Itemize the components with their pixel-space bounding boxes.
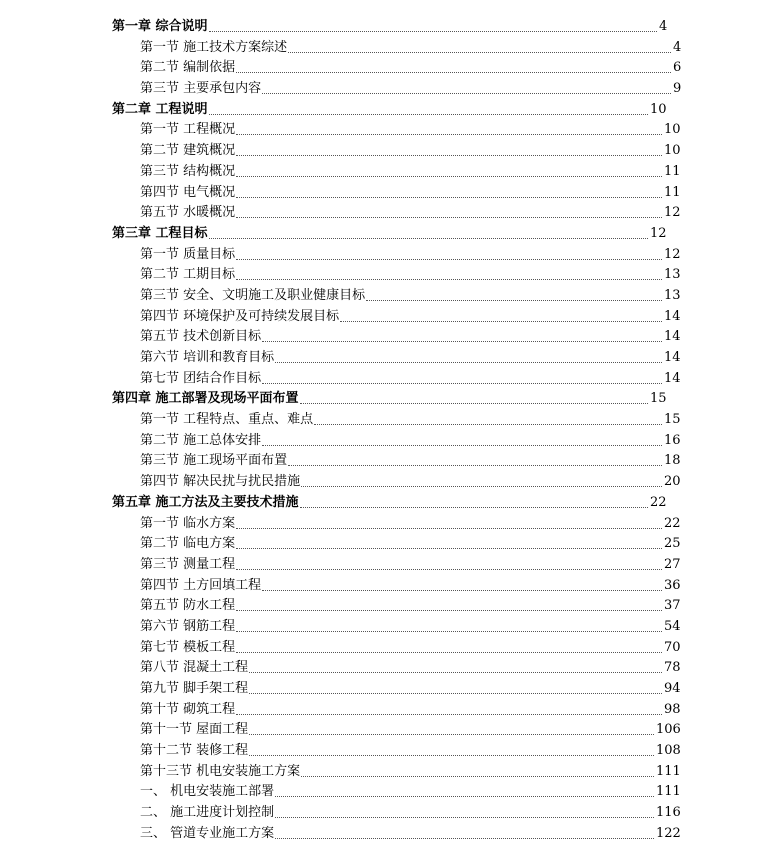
toc-entry-title: 三、 管道专业施工方案: [140, 825, 275, 841]
dot-leader: [275, 824, 654, 839]
toc-page-number: 122: [656, 825, 681, 841]
toc-entry-title: 第三节 测量工程: [140, 556, 236, 572]
toc-page-number: 15: [650, 391, 667, 407]
toc-entry-title: 第四节 解决民扰与扰民措施: [140, 474, 301, 490]
toc-page-number: 70: [664, 639, 681, 655]
toc-page-number: 13: [664, 287, 681, 303]
dot-leader: [236, 514, 662, 529]
toc-page-number: 18: [664, 453, 681, 469]
toc-entry-title: 第七节 团结合作目标: [140, 370, 262, 386]
toc-section-entry[interactable]: [0, 679, 780, 700]
toc-page-number: 14: [664, 350, 681, 365]
toc-entry-title: 第十二节 装修工程: [140, 743, 249, 759]
toc-chapter-entry[interactable]: [0, 389, 780, 410]
dot-leader: [236, 265, 662, 280]
toc-page-number: 78: [664, 660, 681, 676]
dot-leader: [236, 555, 662, 570]
toc-entry-title: 第五章 施工方法及主要技术措施: [112, 494, 299, 510]
toc-section-entry[interactable]: [0, 576, 780, 597]
toc-entry-title: 第六节 钢筋工程: [140, 618, 236, 634]
toc-section-entry[interactable]: [0, 658, 780, 679]
toc-section-entry[interactable]: [0, 265, 780, 286]
toc-page-number: 36: [664, 577, 681, 593]
toc-section-entry[interactable]: [0, 803, 780, 824]
toc-entry-title: 第二节 建筑概况: [140, 143, 236, 159]
dot-leader: [300, 389, 648, 404]
toc-section-entry[interactable]: [0, 700, 780, 721]
toc-entry-title: 第一节 工程特点、重点、难点: [140, 412, 314, 428]
toc-section-entry[interactable]: [0, 638, 780, 659]
toc-chapter-entry[interactable]: [0, 100, 780, 121]
dot-leader: [314, 410, 662, 425]
toc-chapter-entry[interactable]: [0, 224, 780, 245]
dot-leader: [236, 58, 671, 73]
dot-leader: [301, 762, 654, 777]
toc-page-number: 14: [664, 329, 681, 345]
toc-page-number: 11: [664, 163, 681, 179]
dot-leader: [249, 720, 654, 735]
toc-page-number: 10: [664, 122, 681, 138]
toc-page-number: 27: [664, 556, 681, 572]
toc-section-entry[interactable]: [0, 534, 780, 555]
toc-page-number: 10: [664, 143, 681, 159]
dot-leader: [209, 100, 648, 115]
toc-entry-title: 第二节 工期目标: [140, 267, 236, 283]
toc-section-entry[interactable]: [0, 79, 780, 100]
toc-section-entry[interactable]: [0, 720, 780, 741]
toc-entry-title: 第二章 工程说明: [112, 101, 208, 117]
toc-entry-title: 一、 机电安装施工部署: [140, 784, 275, 800]
toc-section-entry[interactable]: [0, 762, 780, 783]
toc-section-entry[interactable]: [0, 58, 780, 79]
toc-page-number: 108: [656, 743, 681, 759]
toc-section-entry[interactable]: [0, 431, 780, 452]
toc-entry-title: 第五节 技术创新目标: [140, 329, 262, 345]
toc-entry-title: 第十节 砌筑工程: [140, 701, 236, 717]
toc-section-entry[interactable]: [0, 183, 780, 204]
toc-section-entry[interactable]: [0, 120, 780, 141]
toc-page-number: 20: [664, 474, 681, 490]
toc-page-number: 111: [656, 784, 681, 800]
toc-entry-title: 第五节 防水工程: [140, 598, 236, 614]
toc-section-entry[interactable]: [0, 327, 780, 348]
toc-entry-title: 第一节 工程概况: [140, 122, 236, 138]
dot-leader: [209, 17, 657, 32]
toc-section-entry[interactable]: [0, 617, 780, 638]
toc-entry-title: 第九节 脚手架工程: [140, 681, 249, 696]
toc-entry-title: 第三节 安全、文明施工及职业健康目标: [140, 287, 366, 303]
toc-page-number: 25: [664, 536, 681, 552]
dot-leader: [236, 638, 662, 653]
dot-leader: [236, 617, 662, 632]
toc-page-number: 14: [664, 308, 681, 324]
toc-page-number: 12: [650, 225, 667, 241]
toc-page-number: 12: [664, 205, 681, 221]
dot-leader: [288, 451, 662, 466]
toc-page-number: 10: [650, 101, 667, 117]
toc-entry-title: 第三节 主要承包内容: [140, 81, 262, 97]
dot-leader: [301, 472, 662, 487]
toc-section-entry[interactable]: [0, 38, 780, 59]
toc-section-entry[interactable]: [0, 410, 780, 431]
dot-leader: [249, 658, 662, 673]
toc-page-number: 37: [664, 598, 681, 614]
dot-leader: [236, 534, 662, 549]
dot-leader: [249, 741, 654, 756]
toc-section-entry[interactable]: [0, 451, 780, 472]
toc-entry-title: 第二节 施工总体安排: [140, 432, 262, 448]
toc-chapter-entry[interactable]: [0, 493, 780, 514]
dot-leader: [236, 183, 662, 198]
toc-entry-title: 第三章 工程目标: [112, 225, 208, 241]
dot-leader: [366, 286, 662, 301]
toc-entry-title: 第六节 培训和教育目标: [140, 350, 275, 365]
dot-leader: [249, 679, 662, 694]
toc-entry-title: 第一节 临水方案: [140, 515, 236, 531]
toc-section-entry[interactable]: [0, 245, 780, 266]
toc-page-number: 11: [664, 184, 681, 200]
toc-page-number: 22: [650, 494, 667, 510]
toc-section-entry[interactable]: [0, 348, 780, 369]
toc-section-entry[interactable]: [0, 741, 780, 762]
dot-leader: [262, 327, 662, 342]
toc-entry-title: 第一节 质量目标: [140, 246, 236, 262]
dot-leader: [209, 224, 648, 239]
toc-page-number: 54: [664, 618, 681, 634]
toc-page-number: 94: [664, 681, 681, 696]
toc-section-entry[interactable]: [0, 596, 780, 617]
table-of-contents: [0, 17, 780, 845]
toc-section-entry[interactable]: [0, 555, 780, 576]
toc-page-number: 98: [664, 701, 681, 717]
dot-leader: [236, 203, 662, 218]
toc-page-number: 6: [673, 60, 682, 76]
toc-entry-title: 第四节 电气概况: [140, 184, 236, 200]
dot-leader: [262, 576, 662, 591]
dot-leader: [275, 348, 662, 363]
toc-page-number: 4: [659, 19, 668, 34]
toc-section-entry[interactable]: [0, 286, 780, 307]
toc-page-number: 12: [664, 246, 681, 262]
toc-section-entry[interactable]: [0, 141, 780, 162]
toc-entry-title: 第三节 施工现场平面布置: [140, 453, 288, 469]
toc-section-entry[interactable]: [0, 203, 780, 224]
toc-entry-title: 第四节 环境保护及可持续发展目标: [140, 308, 340, 324]
toc-entry-title: 第八节 混凝土工程: [140, 660, 249, 676]
toc-entry-title: 第二节 临电方案: [140, 536, 236, 552]
toc-page-number: 13: [664, 267, 681, 283]
toc-section-entry[interactable]: [0, 472, 780, 493]
dot-leader: [262, 431, 662, 446]
toc-section-entry[interactable]: [0, 369, 780, 390]
dot-leader: [236, 120, 662, 135]
toc-page-number: 14: [664, 370, 681, 386]
toc-page-number: 4: [673, 39, 682, 55]
toc-section-entry[interactable]: [0, 824, 780, 845]
toc-page-number: 16: [664, 432, 681, 448]
toc-chapter-entry[interactable]: [0, 17, 780, 38]
toc-page-number: 116: [656, 805, 681, 821]
toc-section-entry[interactable]: [0, 307, 780, 328]
toc-page-number: 15: [664, 412, 681, 428]
toc-section-entry[interactable]: [0, 782, 780, 803]
dot-leader: [262, 369, 662, 384]
toc-page-number: 22: [664, 515, 681, 531]
toc-page-number: 111: [656, 763, 681, 779]
toc-entry-title: 二、 施工进度计划控制: [140, 805, 275, 821]
toc-entry-title: 第三节 结构概况: [140, 163, 236, 179]
toc-section-entry[interactable]: [0, 514, 780, 535]
toc-section-entry[interactable]: [0, 162, 780, 183]
toc-page-number: 9: [673, 81, 682, 97]
toc-entry-title: 第七节 模板工程: [140, 639, 236, 655]
toc-entry-title: 第十三节 机电安装施工方案: [140, 763, 301, 779]
dot-leader: [262, 79, 671, 94]
toc-entry-title: 第一章 综合说明: [112, 19, 208, 34]
dot-leader: [236, 596, 662, 611]
toc-entry-title: 第二节 编制依据: [140, 60, 236, 76]
toc-entry-title: 第十一节 屋面工程: [140, 722, 249, 738]
toc-page-number: 106: [656, 722, 681, 738]
dot-leader: [275, 782, 654, 797]
dot-leader: [236, 245, 662, 260]
dot-leader: [236, 141, 662, 156]
toc-entry-title: 第一节 施工技术方案综述: [140, 39, 288, 55]
dot-leader: [340, 307, 662, 322]
dot-leader: [236, 162, 662, 177]
dot-leader: [275, 803, 654, 818]
dot-leader: [288, 38, 671, 53]
toc-entry-title: 第四章 施工部署及现场平面布置: [112, 391, 299, 407]
dot-leader: [236, 700, 662, 715]
toc-entry-title: 第四节 土方回填工程: [140, 577, 262, 593]
dot-leader: [300, 493, 648, 508]
toc-entry-title: 第五节 水暖概况: [140, 205, 236, 221]
